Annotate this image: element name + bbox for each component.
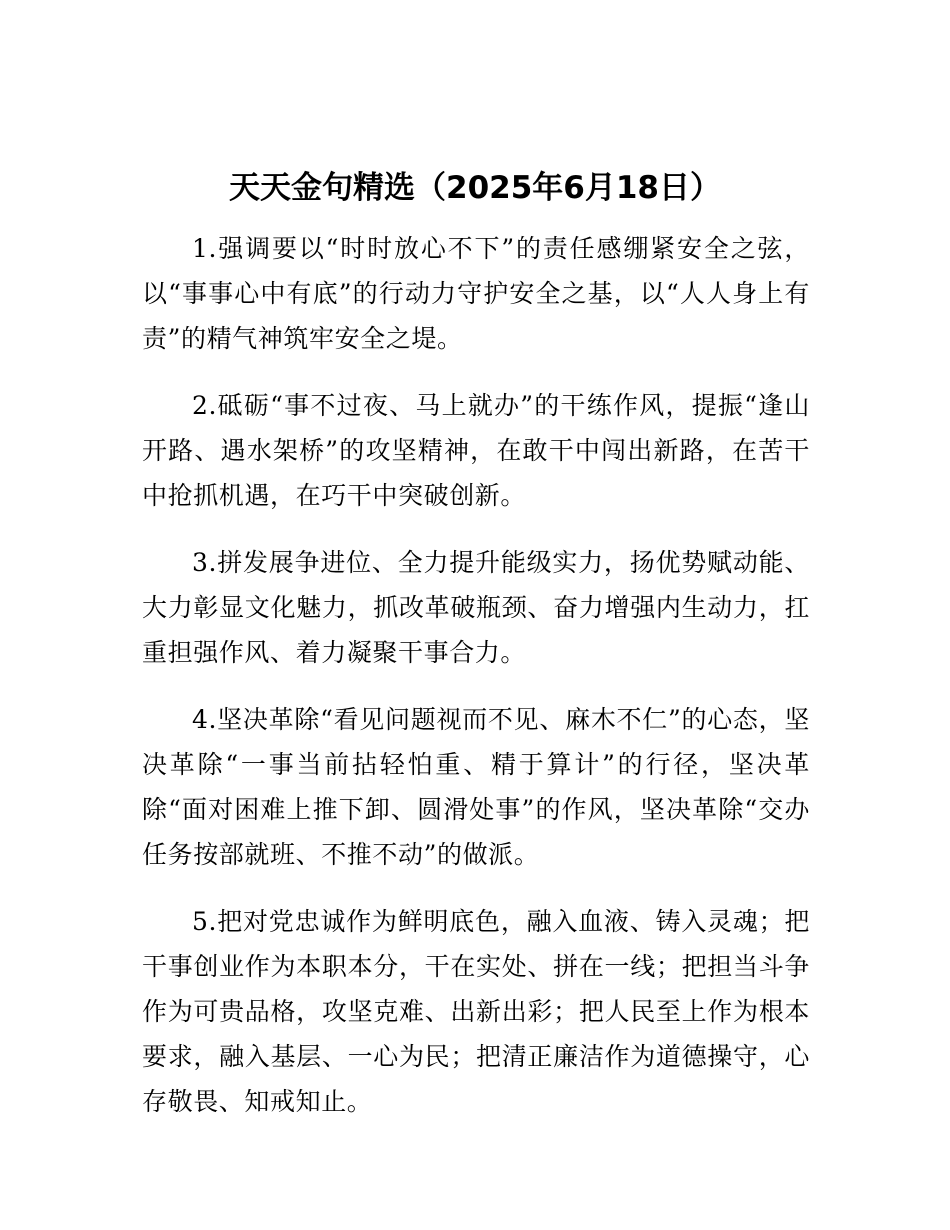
paragraph-5: 5.把对党忠诚作为鲜明底色，融入血液、铸入灵魂；把干事创业作为本职本分，干在实处、拼在一线；把担当斗争作为可贵品格，攻坚克难、出新出彩；把人民至上作为根本要求，融入基层、一心为民；把清正廉洁作为道德操守，心存敬畏、知戒知止。 — [142, 907, 810, 1116]
paragraph-1: 1.强调要以“时时放心不下”的责任感绷紧安全之弦，以“事事心中有底”的行动力守护安全之基，以“人人身上有责”的精气神筑牢安全之堤。 — [142, 234, 810, 353]
page-title: 天天金句精选（2025年6月18日） — [229, 170, 721, 206]
paragraph-3: 3.拼发展争进位、全力提升能级实力，扬优势赋动能、大力彰显文化魅力，抓改革破瓶颈、奋力增强内生动力，扛重担强作风、着力凝聚干事合力。 — [142, 548, 810, 667]
document-body — [142, 226, 810, 1146]
paragraph-2: 2.砥砺“事不过夜、马上就办”的干练作风，提振“逢山开路、遇水架桥”的攻坚精神，在敢干中闯出新路，在苦干中抢抓机遇，在巧干中突破创新。 — [142, 391, 810, 510]
paragraph-4: 4.坚决革除“看见问题视而不见、麻木不仁”的心态，坚决革除“一事当前拈轻怕重、精于算计”的行径，坚决革除“面对困难上推下卸、圆滑处事”的作风，坚决革除“交办任务按部就班、不推不动”的做派。 — [142, 705, 810, 869]
